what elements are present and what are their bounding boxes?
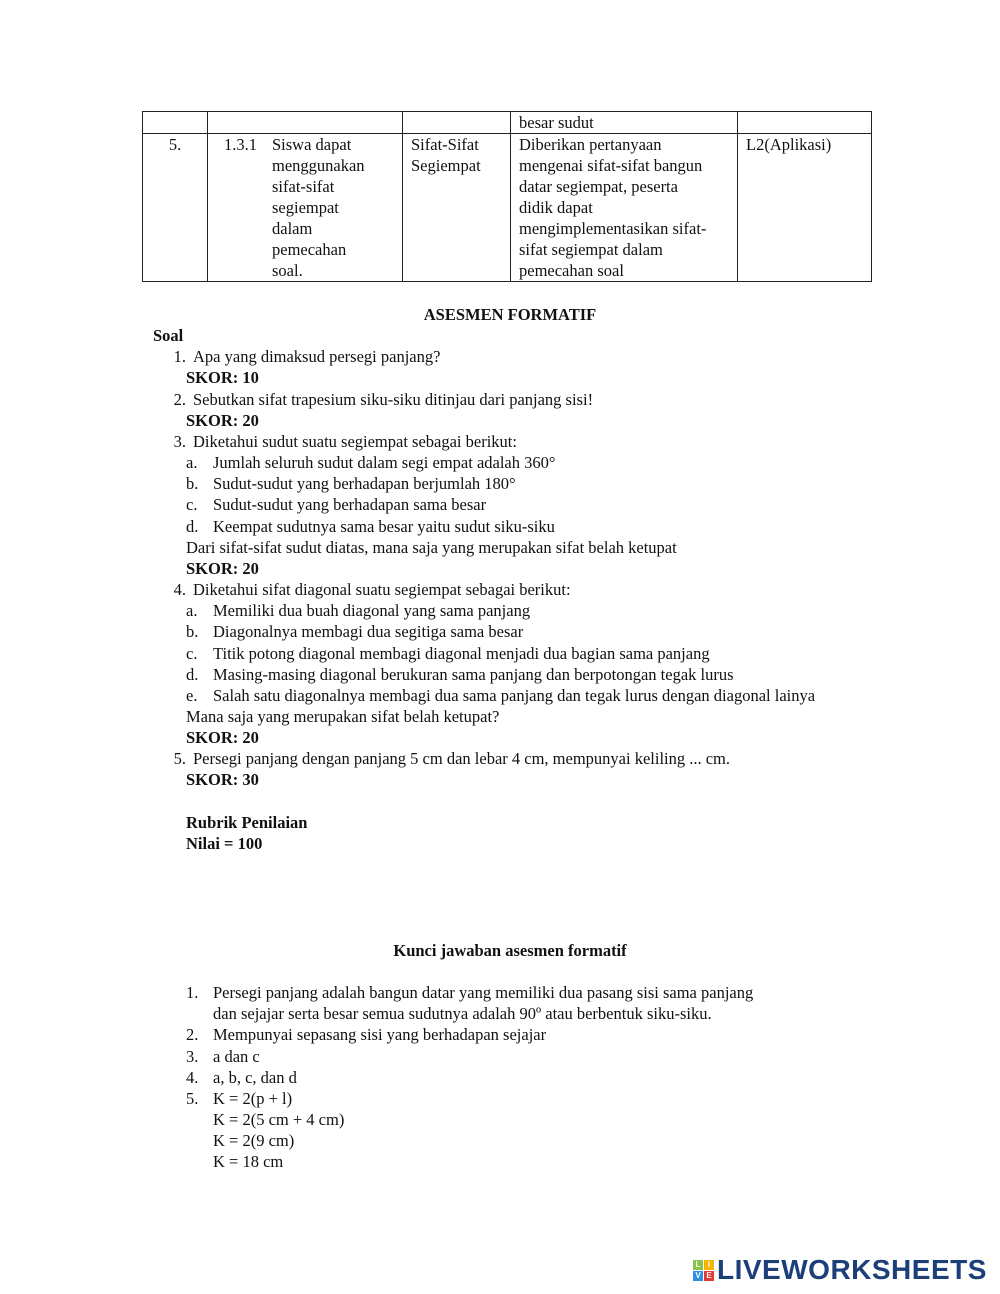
logo-blocks-icon: L I V E: [693, 1260, 714, 1281]
asesmen-section: [150, 304, 870, 854]
soal-label: Soal: [153, 326, 184, 346]
option: c. Sudut-sudut yang berhadapan sama besar: [186, 495, 487, 515]
kd-text: Siswa dapat menggunakan sifat-sifat segiempat dalam pemecahan soal.: [272, 135, 365, 280]
score: SKOR: 20: [186, 728, 259, 748]
option: e. Salah satu diagonalnya membagi dua sama panjang dan tegak lurus dengan diagonal lainya: [186, 685, 816, 705]
option: b. Diagonalnya membagi dua segitiga sama besar: [186, 622, 524, 642]
question-prompt: Mana saja yang merupakan sifat belah ketupat?: [186, 706, 500, 726]
answer-key-section: [150, 940, 870, 1173]
score: SKOR: 20: [186, 410, 259, 430]
indicator-cell: Diberikan pertanyaan mengenai sifat-sifat bangun datar segiempat, peserta didik dapat mengimplementasikan sifat- sifat segiempat dalam pemecahan soal: [511, 134, 738, 282]
section-title: ASESMEN FORMATIF: [423, 305, 597, 324]
score: SKOR: 20: [186, 558, 259, 578]
indicator-cell: besar sudut: [511, 112, 738, 134]
question-1: 1. Apa yang dimaksud persegi panjang?: [173, 347, 441, 367]
score: SKOR: 30: [186, 770, 259, 790]
option: d. Keempat sudutnya sama besar yaitu sudut siku-siku: [186, 516, 555, 536]
answer-item: 3. a dan c: [186, 1046, 260, 1066]
answer-item: 4. a, b, c, dan d: [186, 1067, 297, 1087]
option: b. Sudut-sudut yang berhadapan berjumlah 180°: [186, 474, 516, 494]
materi-cell: Sifat-Sifat Segiempat: [403, 134, 511, 282]
row-number: 5.: [143, 134, 208, 282]
option: a. Memiliki dua buah diagonal yang sama panjang: [186, 601, 531, 621]
answer-key-title: Kunci jawaban asesmen formatif: [393, 941, 627, 960]
kd-code: 1.3.1: [224, 135, 257, 154]
answer-item: 5. K = 2(p + l) K = 2(5 cm + 4 cm) K = 2(9 cm) K = 18 cm: [186, 1088, 345, 1172]
kd-cell: [208, 134, 403, 282]
liveworksheets-logo: [693, 1254, 987, 1286]
answer-item: 2. Mempunyai sepasang sisi yang berhadapan sejajar: [186, 1025, 547, 1045]
question-2: 2. Sebutkan sifat trapesium siku-siku ditinjau dari panjang sisi!: [173, 389, 594, 409]
option: d. Masing-masing diagonal berukuran sama panjang dan berpotongan tegak lurus: [186, 664, 734, 684]
kisi-kisi-table: [142, 111, 872, 282]
question-3: 3. Diketahui sudut suatu segiempat sebagai berikut:: [173, 431, 517, 451]
question-prompt: Dari sifat-sifat sudut diatas, mana saja yang merupakan sifat belah ketupat: [186, 537, 677, 557]
rubrik-heading: Rubrik Penilaian: [186, 812, 308, 832]
option: c. Titik potong diagonal membagi diagonal menjadi dua bagian sama panjang: [186, 643, 710, 663]
option: a. Jumlah seluruh sudut dalam segi empat adalah 360°: [186, 453, 556, 473]
score: SKOR: 10: [186, 368, 259, 388]
answer-item: 1. Persegi panjang adalah bangun datar yang memiliki dua pasang sisi sama panjang dan sejajar serta besar semua sudutnya adalah 90º atau berbentuk siku-siku.: [186, 983, 754, 1024]
table-row: [143, 112, 872, 134]
nilai-total: Nilai = 100: [186, 833, 263, 853]
question-5: 5. Persegi panjang dengan panjang 5 cm dan lebar 4 cm, mempunyai keliling ... cm.: [173, 749, 731, 769]
level-cell: L2(Aplikasi): [738, 134, 872, 282]
table-row: [143, 134, 872, 282]
question-4: 4. Diketahui sifat diagonal suatu segiempat sebagai berikut:: [173, 580, 571, 600]
logo-text: LIVEWORKSHEETS: [717, 1254, 987, 1285]
